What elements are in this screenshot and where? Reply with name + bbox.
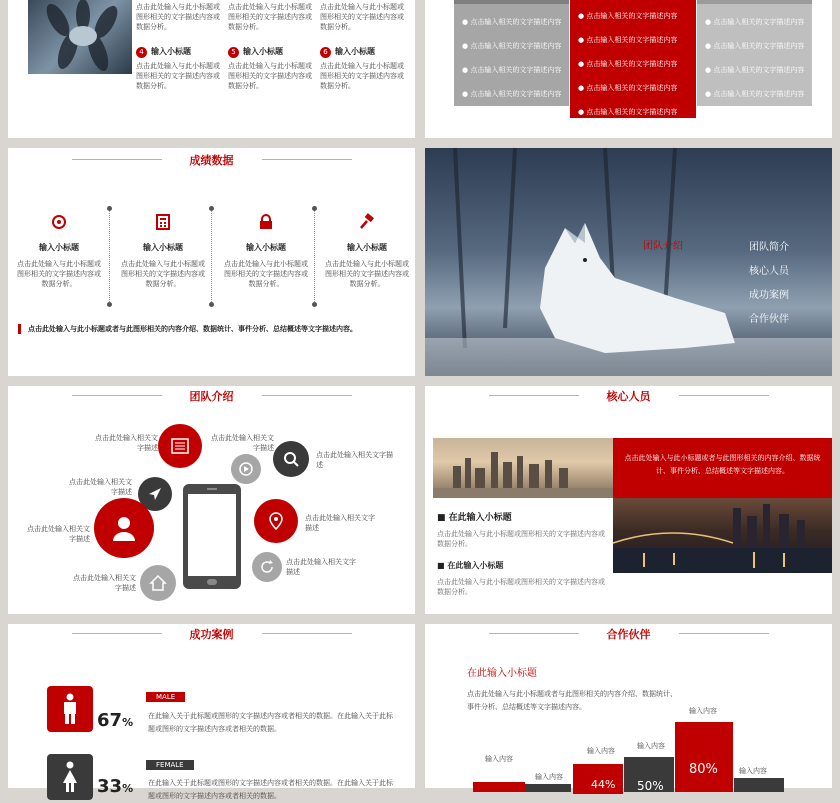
divider-dot <box>209 206 214 211</box>
female-label: FEMALE <box>146 760 194 770</box>
female-percent-value: 33 <box>97 776 123 797</box>
divider <box>109 208 110 304</box>
bridge-graphic <box>613 498 832 573</box>
female-icon <box>60 761 80 793</box>
chat-bubble-gray <box>231 454 261 484</box>
bullet-item: ● 点击输入相关的文字描述内容 <box>462 42 562 50</box>
bar-label: 输入内容 <box>485 755 513 763</box>
metric-title: 输入小标题 <box>347 243 387 252</box>
divider-dot <box>312 206 317 211</box>
chat-bubble-gray <box>140 565 176 601</box>
home-icon <box>150 575 166 591</box>
callout-label: 点击此处输入相关文字描述 <box>211 434 274 452</box>
target-icon <box>51 214 67 230</box>
metric-2 <box>120 214 206 289</box>
partner-text: 点击此处输入与此小标题或者与此图形相关的内容介绍、数据统计、事件分析、总结概述等文字描述内容。 <box>467 690 677 711</box>
bar <box>525 784 571 792</box>
section-title: 合作伙伴 <box>425 626 832 642</box>
male-icon-tile <box>47 686 93 732</box>
bar-label: 输入内容 <box>587 747 615 755</box>
chat-bubble-gray <box>252 552 282 582</box>
feature-heading <box>228 39 313 58</box>
core-item-heading: ■ 在此输入小标题 <box>437 561 504 570</box>
callout-label: 点击此处输入相关文字描述 <box>305 514 375 532</box>
bar-percent: 44% <box>591 778 616 791</box>
core-item-heading: ■ 在此输入小标题 <box>437 513 512 523</box>
bar <box>473 782 525 792</box>
skyline-graphic <box>433 438 613 498</box>
metric-3 <box>223 214 309 289</box>
core-item-2 <box>437 560 605 597</box>
chat-bubble-dark <box>273 441 309 477</box>
bullet-item: ● 点击输入相关的文字描述内容 <box>578 60 678 68</box>
toc-item-team[interactable]: 团队简介 <box>749 242 789 253</box>
divider-dot <box>107 302 112 307</box>
banner-red <box>613 438 832 498</box>
toc-item-cases[interactable]: 成功案例 <box>749 290 789 301</box>
feature-text: 点击此处输入与此小标题或图形相关的文字描述内容或数据分析。 <box>136 3 220 31</box>
female-icon-tile <box>47 754 93 800</box>
phone-graphic <box>183 484 241 589</box>
callout-label: 点击此处输入相关文字描述 <box>69 478 132 496</box>
metric-title: 输入小标题 <box>246 243 286 252</box>
metric-text: 点击此处输入与此小标题或图形相关的文字描述内容或数据分析。 <box>17 260 101 288</box>
bullet-item: ● 点击输入相关的文字描述内容 <box>705 90 805 98</box>
send-icon <box>148 487 162 501</box>
bullet-item: ● 点击输入相关的文字描述内容 <box>462 90 562 98</box>
divider <box>314 208 315 304</box>
percent-sign: % <box>122 716 134 729</box>
slide-feature-list <box>8 0 415 138</box>
feature-title: 输入小标题 <box>151 47 191 56</box>
hands-graphic <box>28 0 132 74</box>
number-badge: 5 <box>228 47 239 58</box>
male-percent-value: 67 <box>97 710 123 731</box>
divider <box>211 208 212 304</box>
slide-success-cases <box>8 624 415 800</box>
bullet-item: ● 点击输入相关的文字描述内容 <box>578 36 678 44</box>
divider-dot <box>312 302 317 307</box>
feature-col-2 <box>228 2 313 91</box>
number-badge: 6 <box>320 47 331 58</box>
male-icon <box>60 693 80 725</box>
feature-heading <box>320 39 405 58</box>
core-item-text: 点击此处输入与此小标题或图形相关的文字描述内容或数据分析。 <box>437 530 605 548</box>
metric-1 <box>16 214 102 289</box>
hands-photo <box>28 0 132 74</box>
feature-col-1 <box>136 2 221 91</box>
gavel-icon <box>359 214 375 230</box>
chat-bubble-red <box>94 498 154 558</box>
search-icon <box>283 451 299 467</box>
section-title: 成功案例 <box>8 626 415 642</box>
lock-icon <box>258 214 274 230</box>
location-pin-icon <box>268 512 284 530</box>
slide-three-columns <box>425 0 832 138</box>
col-mid-red <box>570 0 696 118</box>
slide-wolf-menu <box>425 148 832 376</box>
refresh-icon <box>260 560 274 574</box>
bar-label: 输入内容 <box>689 707 717 715</box>
metric-text: 点击此处输入与此小标题或图形相关的文字描述内容或数据分析。 <box>121 260 205 288</box>
callout-label: 点击此处输入相关文字描述 <box>27 525 90 543</box>
female-percent <box>97 776 133 797</box>
callout-label: 点击此处输入相关文字描述 <box>73 574 136 592</box>
bullet-item: ● 点击输入相关的文字描述内容 <box>705 42 805 50</box>
bar-percent: 80% <box>689 762 718 777</box>
chat-bubble-red <box>254 499 298 543</box>
overlay-title: 团队介绍 <box>643 241 683 252</box>
divider-dot <box>107 206 112 211</box>
feature-title: 输入小标题 <box>243 47 283 56</box>
partner-heading: 在此输入小标题 <box>467 668 537 679</box>
footer-note: 点击此处输入与此小标题或者与此图形相关的内容介绍、数据统计、事件分析、总结概述等文字描述内容。 <box>18 324 410 334</box>
chat-bubble-red <box>158 424 202 468</box>
feature-text: 点击此处输入与此小标题或图形相关的文字描述内容或数据分析。 <box>320 3 404 31</box>
core-item-text: 点击此处输入与此小标题或图形相关的文字描述内容或数据分析。 <box>437 578 605 596</box>
feature-col-3 <box>320 2 405 91</box>
metric-title: 输入小标题 <box>39 243 79 252</box>
bar <box>675 722 733 792</box>
banner-text: 点击此处输入与此小标题或者与此图形相关的内容介绍、数据统计、事件分析、总结概述等文字描述内容。 <box>624 454 821 475</box>
calculator-icon <box>155 214 171 230</box>
bar-label: 输入内容 <box>535 773 563 781</box>
toc-item-core[interactable]: 核心人员 <box>749 266 789 277</box>
bullet-item: ● 点击输入相关的文字描述内容 <box>578 108 678 116</box>
bullet-item: ● 点击输入相关的文字描述内容 <box>462 18 562 26</box>
slide-performance-data <box>8 148 415 376</box>
bullet-item: ● 点击输入相关的文字描述内容 <box>705 18 805 26</box>
section-title: 核心人员 <box>425 388 832 404</box>
callout-label: 点击此处输入相关文字描述 <box>286 558 356 576</box>
male-percent <box>97 710 133 731</box>
slide-team-intro <box>8 386 415 614</box>
bar-label: 输入内容 <box>637 742 665 750</box>
percent-sign: % <box>122 782 134 795</box>
number-badge: 4 <box>136 47 147 58</box>
section-title: 成绩数据 <box>8 152 415 168</box>
metric-text: 点击此处输入与此小标题或图形相关的文字描述内容或数据分析。 <box>325 260 409 288</box>
bullet-item: ● 点击输入相关的文字描述内容 <box>462 66 562 74</box>
metric-4 <box>324 214 410 289</box>
feature-title: 输入小标题 <box>335 47 375 56</box>
female-text: 在此输入关于此标题或图形的文字描述内容或者相关的数据。在此输入关于此标题或图形的文字描述内容或者相关的数据。 <box>148 779 393 800</box>
feature-text: 点击此处输入与此小标题或图形相关的文字描述内容或数据分析。 <box>136 62 220 90</box>
divider-dot <box>209 302 214 307</box>
core-item-1 <box>437 510 605 549</box>
slide-partners <box>425 624 832 793</box>
male-text: 在此输入关于此标题或图形的文字描述内容或者相关的数据。在此输入关于此标题或图形的文字描述内容或者相关的数据。 <box>148 712 393 733</box>
slide-core-members <box>425 386 832 614</box>
callout-label: 点击此处输入相关文字描述 <box>95 434 158 452</box>
metric-title: 输入小标题 <box>143 243 183 252</box>
bullet-item: ● 点击输入相关的文字描述内容 <box>578 12 678 20</box>
bar <box>734 778 784 792</box>
feature-heading <box>136 39 221 58</box>
core-item-title: 在此输入小标题 <box>447 561 504 570</box>
col-left-gray <box>454 0 569 106</box>
city-photo-day <box>433 438 613 498</box>
play-icon <box>239 462 253 476</box>
bar-label: 输入内容 <box>739 767 767 775</box>
toc-item-partners[interactable]: 合作伙伴 <box>749 314 789 325</box>
feature-text: 点击此处输入与此小标题或图形相关的文字描述内容或数据分析。 <box>228 62 312 90</box>
bullet-item: ● 点击输入相关的文字描述内容 <box>705 66 805 74</box>
callout-label: 点击此处输入相关文字描述 <box>316 451 393 469</box>
col-right-gray <box>697 0 812 106</box>
male-label: MALE <box>146 692 185 702</box>
section-title: 团队介绍 <box>8 388 415 404</box>
feature-text: 点击此处输入与此小标题或图形相关的文字描述内容或数据分析。 <box>320 62 404 90</box>
city-photo-night <box>613 498 832 573</box>
toc-menu <box>749 236 789 332</box>
document-icon <box>171 438 189 454</box>
core-item-title: 在此输入小标题 <box>448 513 512 523</box>
user-icon <box>110 514 138 542</box>
metric-text: 点击此处输入与此小标题或图形相关的文字描述内容或数据分析。 <box>224 260 308 288</box>
bar-percent: 50% <box>637 779 664 793</box>
bullet-item: ● 点击输入相关的文字描述内容 <box>578 84 678 92</box>
feature-text: 点击此处输入与此小标题或图形相关的文字描述内容或数据分析。 <box>228 3 312 31</box>
